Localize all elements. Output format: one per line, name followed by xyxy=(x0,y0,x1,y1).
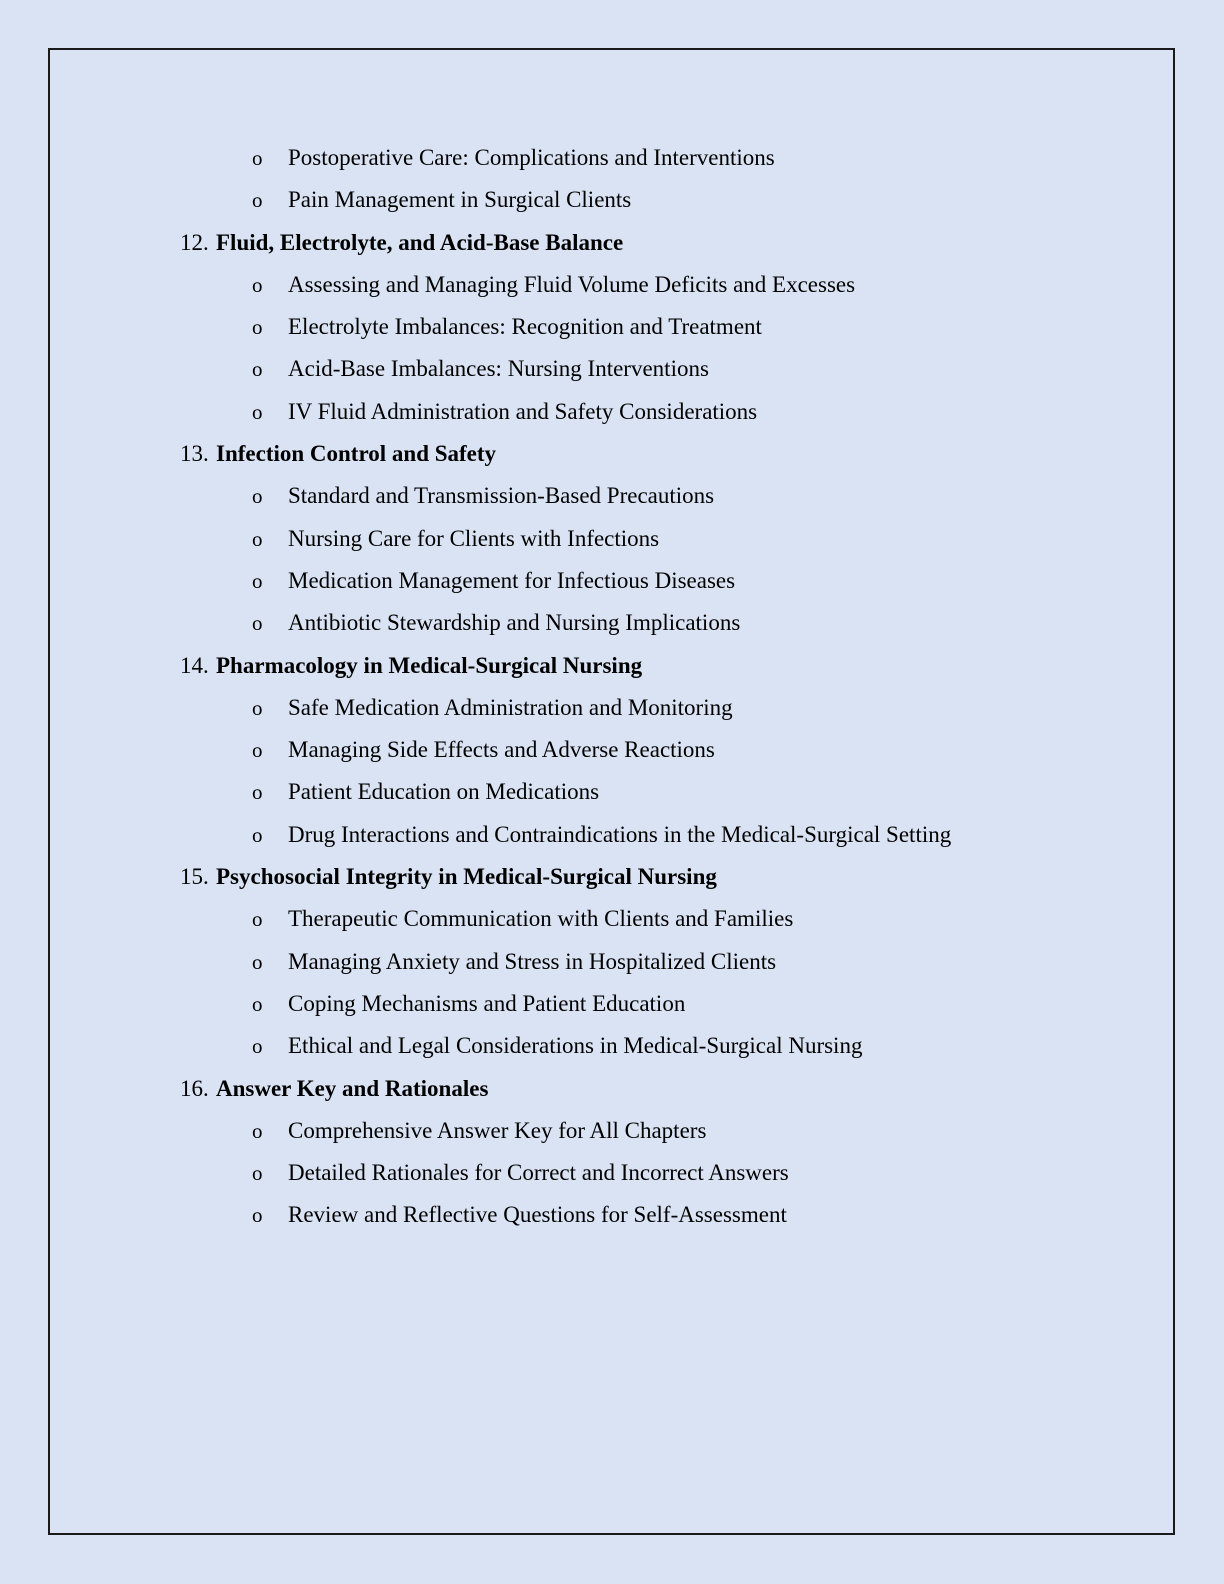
list-item-text: IV Fluid Administration and Safety Considerations xyxy=(288,398,758,424)
bullet-marker: o xyxy=(252,526,263,551)
bullet-marker: o xyxy=(252,1034,263,1059)
list-item-text: Standard and Transmission-Based Precautions xyxy=(288,483,715,509)
list-item-text: Acid-Base Imbalances: Nursing Interventions xyxy=(288,356,709,382)
section-heading xyxy=(0,856,1224,898)
list-item-text: Drug Interactions and Contraindications in the Medical-Surgical Setting xyxy=(288,821,952,847)
list-item-text: Patient Education on Medications xyxy=(288,779,600,805)
list-item-text: Postoperative Care: Complications and Interventions xyxy=(288,145,775,170)
list-item xyxy=(0,306,1224,348)
section-number: 13. xyxy=(180,441,209,467)
list-item xyxy=(0,1025,1224,1067)
list-item-text: Pain Management in Surgical Clients xyxy=(288,187,632,213)
section-number: 16. xyxy=(180,1075,209,1101)
list-item-text: Ethical and Legal Considerations in Medical-Surgical Nursing xyxy=(288,1033,863,1059)
list-item xyxy=(0,391,1224,433)
list-item xyxy=(0,729,1224,771)
bullet-marker: o xyxy=(252,991,263,1016)
bullet-marker: o xyxy=(252,146,263,170)
list-item xyxy=(0,941,1224,983)
list-item-text: Nursing Care for Clients with Infections xyxy=(288,525,660,551)
bullet-marker: o xyxy=(252,484,263,509)
bullet-marker: o xyxy=(252,738,263,763)
list-item xyxy=(0,264,1224,306)
list-item-text: Comprehensive Answer Key for All Chapters xyxy=(288,1117,707,1143)
list-item xyxy=(0,771,1224,813)
bullet-marker: o xyxy=(252,188,263,213)
list-item-text: Detailed Rationales for Correct and Incorrect Answers xyxy=(288,1160,789,1186)
list-item xyxy=(0,179,1224,221)
section-heading xyxy=(0,433,1224,475)
bullet-marker: o xyxy=(252,611,263,636)
list-item xyxy=(0,1110,1224,1152)
section-heading xyxy=(0,645,1224,687)
section-title: Answer Key and Rationales xyxy=(216,1075,489,1101)
list-item xyxy=(0,348,1224,390)
list-item xyxy=(0,475,1224,517)
bullet-marker: o xyxy=(252,822,263,847)
list-item xyxy=(0,687,1224,729)
bullet-marker: o xyxy=(252,399,263,424)
bullet-marker: o xyxy=(252,1118,263,1143)
bullet-marker: o xyxy=(252,357,263,382)
section-number: 15. xyxy=(180,864,209,890)
section-title: Pharmacology in Medical-Surgical Nursing xyxy=(216,652,643,678)
section-title: Fluid, Electrolyte, and Acid-Base Balance xyxy=(216,229,624,255)
list-item-text: Assessing and Managing Fluid Volume Deficits and Excesses xyxy=(288,271,856,297)
section-number: 12. xyxy=(180,229,209,255)
list-item xyxy=(0,814,1224,856)
bullet-marker: o xyxy=(252,1203,263,1228)
bullet-marker: o xyxy=(252,568,263,593)
section-heading xyxy=(0,1068,1224,1110)
list-item-text: Electrolyte Imbalances: Recognition and Treatment xyxy=(288,314,762,340)
list-item xyxy=(0,602,1224,644)
list-item xyxy=(0,1152,1224,1194)
list-item xyxy=(0,983,1224,1025)
list-item-text: Antibiotic Stewardship and Nursing Implications xyxy=(288,610,741,636)
section-title: Infection Control and Safety xyxy=(216,441,497,467)
bullet-marker: o xyxy=(252,1161,263,1186)
list-item-text: Managing Anxiety and Stress in Hospitalized Clients xyxy=(288,948,777,974)
list-item-text: Managing Side Effects and Adverse Reactions xyxy=(288,737,715,763)
section-title: Psychosocial Integrity in Medical-Surgical Nursing xyxy=(216,864,717,890)
list-item-text: Therapeutic Communication with Clients and Families xyxy=(288,906,794,932)
bullet-marker: o xyxy=(252,949,263,974)
list-item-text: Review and Reflective Questions for Self-Assessment xyxy=(288,1202,787,1228)
bullet-marker: o xyxy=(252,907,263,932)
table-of-contents xyxy=(0,137,1224,1237)
bullet-marker: o xyxy=(252,272,263,297)
bullet-marker: o xyxy=(252,315,263,340)
bullet-marker: o xyxy=(252,780,263,805)
section-heading xyxy=(0,222,1224,264)
list-item xyxy=(0,1194,1224,1236)
list-item xyxy=(0,560,1224,602)
bullet-marker: o xyxy=(252,695,263,720)
list-item xyxy=(0,898,1224,940)
list-item xyxy=(0,518,1224,560)
list-item-text: Medication Management for Infectious Diseases xyxy=(288,567,736,593)
list-item-text: Coping Mechanisms and Patient Education xyxy=(288,990,686,1016)
list-item xyxy=(0,137,1224,179)
list-item-text: Safe Medication Administration and Monitoring xyxy=(288,694,733,720)
section-number: 14. xyxy=(180,652,209,678)
